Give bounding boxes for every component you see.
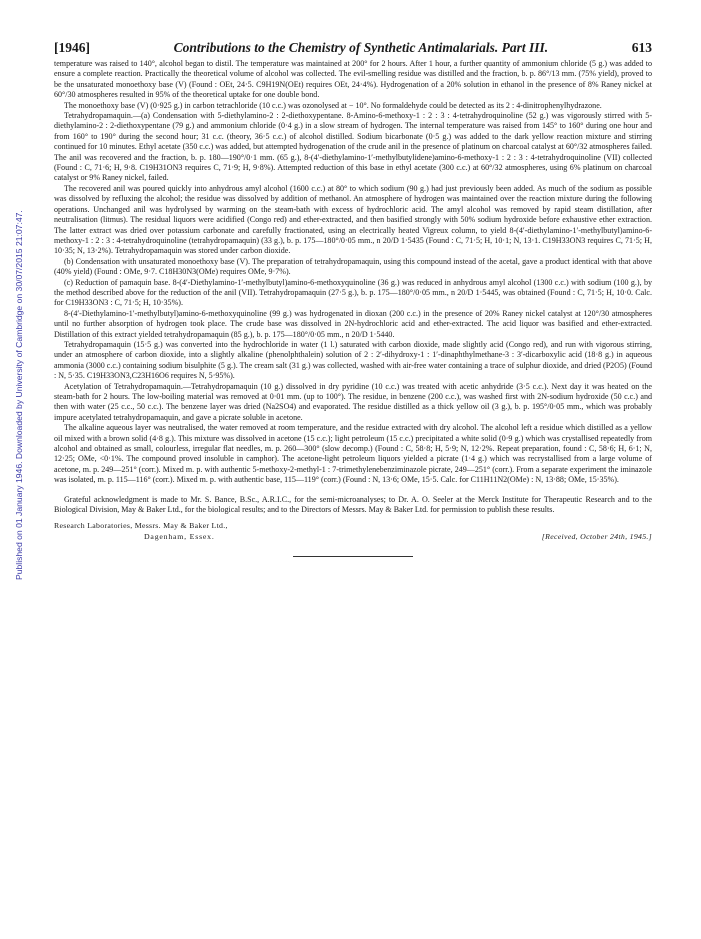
lab-name: Research Laboratories, Messrs. May & Baker Ltd., — [54, 521, 228, 531]
lab-address: Dagenham, Essex. — [144, 531, 215, 541]
page-number: 613 — [631, 40, 652, 55]
download-notice-text: Published on 01 January 1946. Downloaded by University of Cambridge on 30/07/2015 21:07:47. — [14, 210, 24, 580]
paragraph: The alkaline aqueous layer was neutralised, the water removed at room temperature, and the residue extracted with dry alcohol. The alcohol left a residue which distilled as a yellow oil mixed with a brown solid (4·8 g.). This mixture was dissolved in acetone (15 c.c.); light petroleum (15 c.c.) precipitated a white solid (0·9 g.) which was crystallised repeatedly from alcohol and obtained as small, colourless, irregular flat needles, m. p. 260—300° (slow decomp.) (Found : C, 58·8; H, 5·9; N, 12·2%. Repeat preparation, found : C, 58·6; H, 6·1; N, 12·25; OMe, <0·1%. The compound proved insoluble in camphor). The acetone-light petroleum liquors yielded a picrate (1·4 g.) which was recrystallised from a large volume of acetone, m. p. 249—251° (corr.). Mixed m. p. with authentic 5-methoxy-2-methyl-1 : 7-trimethylenebenziminazole picrate, 249—251° (corr.). From a separate experiment the iminazole was isolated, m. p. 115—116° (corr.). Mixed m. p. with authentic base, 115—119° (corr.) (Found : N, 13·6; OMe, 15·5. Calc. for C11H11N2(OMe) : N, 13·88; OMe, 15·35%). — [54, 423, 652, 485]
acknowledgment: Grateful acknowledgment is made to Mr. S. Bance, B.Sc., A.R.I.C., for the semi-microanalyses; to Dr. A. O. Seeler at the Merck Institute for Therapeutic Research and to the Biological Division, May & Baker Ltd., for the biological results; and to the Directors of Messrs. May & Baker Ltd. for permission to publish these results. — [54, 494, 652, 515]
paragraph: temperature was raised to 140°, alcohol began to distil. The temperature was maintained at 200° for 2 hours. After 1 hour, a further quantity of ammonium chloride (5 g.) was added to ensure a complete reaction. Practically the theoretical volume of alcohol was collected. The evil-smelling residue was distilled and the fraction, b. p. 86°/13 mm. (75% yield), proved to be the unsaturated monoethoxy base (V) (Found : OEt, 24·5. C9H19N(OEt) requires OEt, 24·4%). Hydrogenation of a 20% solution in ethanol in the presence of 8% Raney nickel at 60°/30 atmospheres resulted in 95% of the theoretical uptake for one double bond. — [54, 59, 652, 100]
paragraph: The recovered anil was poured quickly into anhydrous amyl alcohol (1600 c.c.) at 80° to which sodium (90 g.) had just previously been added. As much of the sodium as possible was dissolved by refluxing the alcohol; the residue was dissolved by addition of methanol. An atmosphere of hydrogen was maintained over the reaction mixture during the following operations. Unchanged anil was hydrolysed by warming on the steam-bath with excess of hydrochloric acid. The amyl alcohol was removed by rapid steam distillation, after neutralisation (litmus). The residual liquors were acidified (Congo red) and ether-extracted, and then basified strongly with 50% sodium hydroxide before exhaustive ether extraction. The latter extract was dried over potassium carbonate and carefully fractionated, using an electrically heated Vigreux column, to yield 8-(4′-diethylamino-1′-methylbutyl)amino-6-methoxy-1 : 2 : 3 : 4-tetrahydroquinoline (tetrahydropamaquin) (33 g.), b. p. 175—180°/0·05 mm., n 20/D 1·5435 (Found : C, 71·5; H, 10·1; N, 13·1. C19H33ON3 requires C, 71·5; H, 10·35; N, 13·2%). Tetrahydropamaquin was stored under carbon dioxide. — [54, 183, 652, 256]
paragraph: (c) Reduction of pamaquin base. 8-(4′-Diethylamino-1′-methylbutyl)amino-6-methoxyquinoline (36 g.) was reduced in anhydrous amyl alcohol (1300 c.c.) with sodium (100 g.), by the method described above for the reduction of the anil (VII). Tetrahydropamaquin (27·5 g.), b. p. 175—180°/0·05 mm., n 20/D 1·5445, was obtained (Found : C, 71·5; H, 10·0. Calc. for C19H33ON3 : C, 71·5; H, 10·35%). — [54, 277, 652, 308]
header-year: [1946] — [54, 40, 90, 55]
paragraph: Tetrahydropamaquin.—(a) Condensation with 5-diethylamino-2 : 2-diethoxypentane. 8-Amino-6-methoxy-1 : 2 : 3 : 4-tetrahydroquinoline (52 g.) was vigorously stirred with 5-diethylamino-2 : 2-diethoxypentane (79 g.) and ammonium chloride (0·4 g.) in a slow stream of hydrogen. The internal temperature was raised from 145° to 160° during one hour and from 160° to 190° during the second hour; 31 c.c. (theory, 36·5 c.c.) of alcohol distilled. Sodium bicarbonate (0·5 g.) was added to the dark yellow reaction mixture and stirring continued for 10 minutes. Ethyl acetate (350 c.c.) was added, but attempted hydrogenation of the crude anil in the presence of platinum on charcoal catalyst at 60°/32 atmospheres failed. The anil was recovered and the fraction, b. p. 180—190°/0·1 mm. (65 g.), 8-(4′-diethylamino-1′-methylbutylidene)amino-6-methoxy-1 : 2 : 3 : 4-tetrahydroquinoline (VII) collected (Found : C, 71·6; H, 9·8. C19H31ON3 requires C, 71·9; H, 9·8%). Attempted reduction of this base in ethyl acetate (300 c.c.) at 60°/32 atmospheres, using 6% platinum on charcoal catalyst or 9% Raney nickel, failed. — [54, 111, 652, 183]
paragraph: The monoethoxy base (V) (0·925 g.) in carbon tetrachloride (10 c.c.) was ozonolysed at − 10°. No formaldehyde could be detected as its 2 : 4-dinitrophenylhydrazone. — [64, 100, 602, 110]
received-date: [Received, October 24th, 1945.] — [541, 531, 652, 541]
address-line — [54, 532, 652, 542]
download-notice — [2, 150, 24, 580]
closing-rule — [293, 556, 413, 557]
paragraph: Acetylation of Tetrahydropamaquin.—Tetrahydropamaquin (10 g.) dissolved in dry pyridine (10 c.c.) was treated with acetic anhydride (3·5 c.c.). Next day it was heated on the steam-bath for 2 hours. The low-boiling material was removed at 0·01 mm. (up to 100°). The residue, in benzene (200 c.c.), was washed first with 2N-sodium hydroxide (50 c.c.) and then with water (25 c.c., 50 c.c.). The benzene layer was dried (Na2SO4) and evaporated. The residue distilled as a thick yellow oil (3 g.), b. p. 195°/0·05 mm., which was probably impure acetylated tetrahydropamaquin, and gave a picrate soluble in acetone. — [54, 381, 652, 422]
running-header — [54, 40, 652, 59]
paragraph: Tetrahydropamaquin (15·5 g.) was converted into the hydrochloride in water (1 l.) saturated with carbon dioxide, made slightly acid (Congo red), and run with vigorous stirring, under an atmosphere of carbon dioxide, into a slightly alkaline (phenolphthalein) solution of 2 : 2′-dihydroxy-1 : 1′-dinaphthylmethane-3 : 3′-dicarboxylic acid (18·8 g.) in aqueous ammonia (3000 c.c.) containing sodium bisulphite (5 g.). The cream salt (31 g.) was collected, washed with air-free water containing a trace of sulphur dioxide, and dried (P2O5) (Found : N, 5·35. C19H33ON3,C23H16O6 requires N, 5·95%). — [54, 339, 652, 381]
paragraph: 8-(4′-Diethylamino-1′-methylbutyl)amino-6-methoxyquinoline (99 g.) was hydrogenated in dioxan (200 c.c.) in the presence of 20% Raney nickel catalyst at 120°/30 atmospheres until no further absorption of hydrogen took place. The crude base was dissolved in 2N-hydrochloric acid and ether-extracted. The acid liquor was basified and ether-extracted. Distillation of this extract yielded tetrahydropamaquin (85 g.), b. p. 175—180°/0·05 mm., n 20/D 1·5440. — [54, 308, 652, 339]
paragraph: (b) Condensation with unsaturated monoethoxy base (V). The preparation of tetrahydropamaquin, using this compound instead of the acetal, gave a product identical with that above (40% yield) (Found : OMe, 9·7. C18H30N3(OMe) requires OMe, 9·7%). — [54, 256, 652, 277]
affiliation-block — [54, 521, 652, 542]
lab-line — [54, 521, 652, 531]
body-text — [54, 59, 652, 515]
paper-page — [54, 40, 652, 557]
header-title: Contributions to the Chemistry of Synthetic Antimalarials. Part III. — [173, 40, 549, 55]
